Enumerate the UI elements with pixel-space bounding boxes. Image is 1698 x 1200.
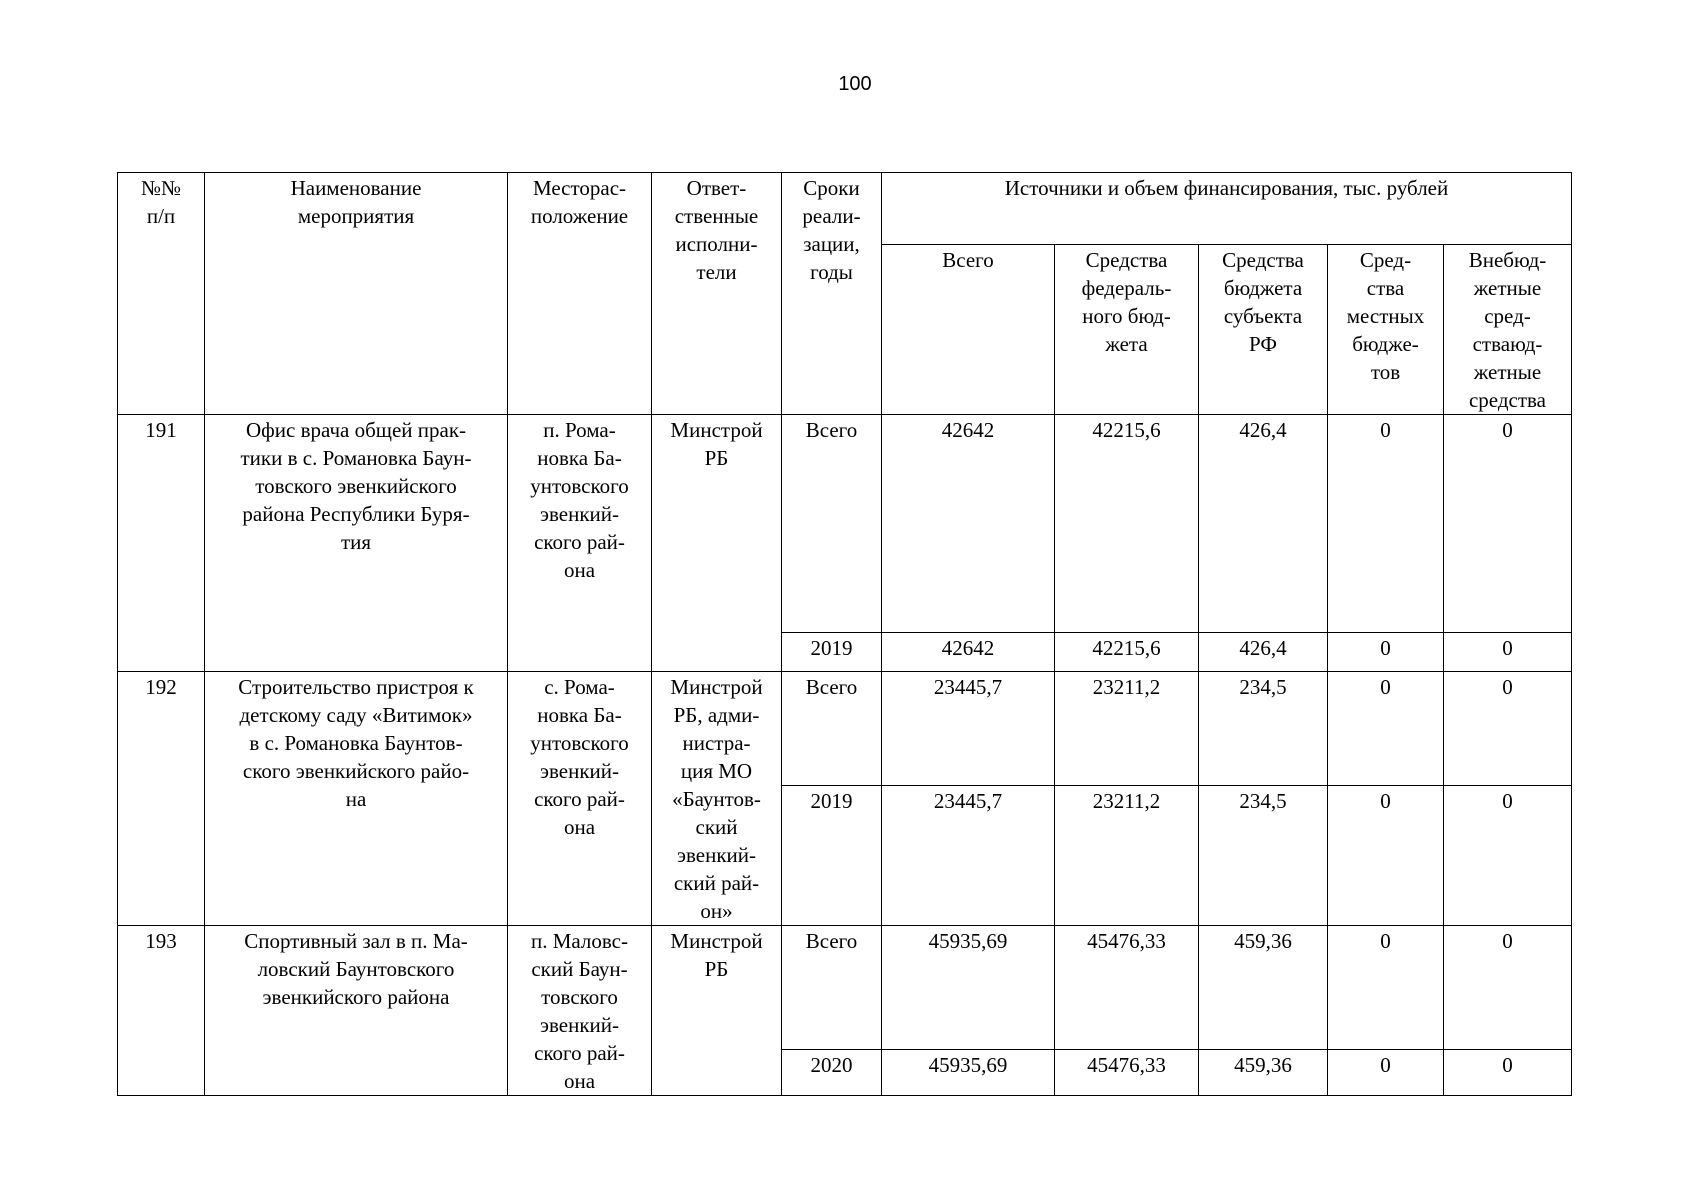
- cell-extra: 0: [1444, 1049, 1572, 1095]
- cell-local: 0: [1328, 926, 1444, 1050]
- header-num: №№ п/п: [118, 173, 205, 415]
- header-sources: Источники и объем финансирования, тыс. рублей: [882, 173, 1572, 245]
- table-row: [118, 926, 1572, 1050]
- event-location: п. Маловс- ский Баун- товского эвенкий- ского рай- она: [508, 926, 652, 1096]
- cell-subject: 234,5: [1199, 672, 1328, 786]
- cell-period: 2019: [782, 786, 882, 926]
- table-row: [118, 415, 1572, 633]
- row-number: 192: [118, 672, 205, 926]
- cell-total: 45935,69: [882, 926, 1055, 1050]
- cell-federal: 42215,6: [1055, 633, 1199, 672]
- responsible-executors: Минстрой РБ: [652, 926, 782, 1096]
- cell-period: Всего: [782, 672, 882, 786]
- cell-extra: 0: [1444, 786, 1572, 926]
- event-location: п. Рома- новка Ба- унтовского эвенкий- ского рай- она: [508, 415, 652, 672]
- cell-federal: 45476,33: [1055, 926, 1199, 1050]
- event-name: Строительство пристроя к детскому саду «Витимок» в с. Романовка Баунтов- ского эвенкийского райо- на: [205, 672, 508, 926]
- cell-federal: 23211,2: [1055, 672, 1199, 786]
- responsible-executors: Минстрой РБ, адми- нистра- ция МО «Баунтов- ский эвенкий- ский рай- он»: [652, 672, 782, 926]
- cell-period: 2019: [782, 633, 882, 672]
- cell-total: 42642: [882, 633, 1055, 672]
- cell-federal: 45476,33: [1055, 1049, 1199, 1095]
- event-location: с. Рома- новка Ба- унтовского эвенкий- ского рай- она: [508, 672, 652, 926]
- event-name: Спортивный зал в п. Ма- ловский Баунтовского эвенкийского района: [205, 926, 508, 1096]
- header-extra: Внебюд- жетные сред- стваюд- жетные средства: [1444, 245, 1572, 415]
- cell-local: 0: [1328, 672, 1444, 786]
- row-number: 193: [118, 926, 205, 1096]
- cell-subject: 426,4: [1199, 633, 1328, 672]
- cell-subject: 426,4: [1199, 415, 1328, 633]
- cell-local: 0: [1328, 786, 1444, 926]
- cell-period: Всего: [782, 415, 882, 633]
- cell-total: 45935,69: [882, 1049, 1055, 1095]
- cell-local: 0: [1328, 415, 1444, 633]
- cell-period: 2020: [782, 1049, 882, 1095]
- cell-local: 0: [1328, 633, 1444, 672]
- cell-extra: 0: [1444, 415, 1572, 633]
- event-name: Офис врача общей прак- тики в с. Романовка Баун- товского эвенкийского района Республики Буря- тия: [205, 415, 508, 672]
- cell-extra: 0: [1444, 672, 1572, 786]
- cell-total: 23445,7: [882, 786, 1055, 926]
- cell-subject: 459,36: [1199, 926, 1328, 1050]
- cell-extra: 0: [1444, 926, 1572, 1050]
- header-location: Месторас- положение: [508, 173, 652, 415]
- cell-local: 0: [1328, 1049, 1444, 1095]
- cell-federal: 23211,2: [1055, 786, 1199, 926]
- responsible-executors: Минстрой РБ: [652, 415, 782, 672]
- financing-table: [117, 172, 1572, 1096]
- page-number: 100: [838, 73, 872, 95]
- header-total: Всего: [882, 245, 1055, 415]
- cell-subject: 234,5: [1199, 786, 1328, 926]
- cell-total: 23445,7: [882, 672, 1055, 786]
- header-federal: Средства федераль- ного бюд- жета: [1055, 245, 1199, 415]
- header-subject: Средства бюджета субъекта РФ: [1199, 245, 1328, 415]
- cell-extra: 0: [1444, 633, 1572, 672]
- cell-total: 42642: [882, 415, 1055, 633]
- header-terms: Сроки реали- зации, годы: [782, 173, 882, 415]
- cell-subject: 459,36: [1199, 1049, 1328, 1095]
- cell-federal: 42215,6: [1055, 415, 1199, 633]
- row-number: 191: [118, 415, 205, 672]
- header-responsible: Ответ- ственные исполни- тели: [652, 173, 782, 415]
- header-name: Наименование мероприятия: [205, 173, 508, 415]
- cell-period: Всего: [782, 926, 882, 1050]
- table-row: [118, 672, 1572, 786]
- header-local: Сред- ства местных бюдже- тов: [1328, 245, 1444, 415]
